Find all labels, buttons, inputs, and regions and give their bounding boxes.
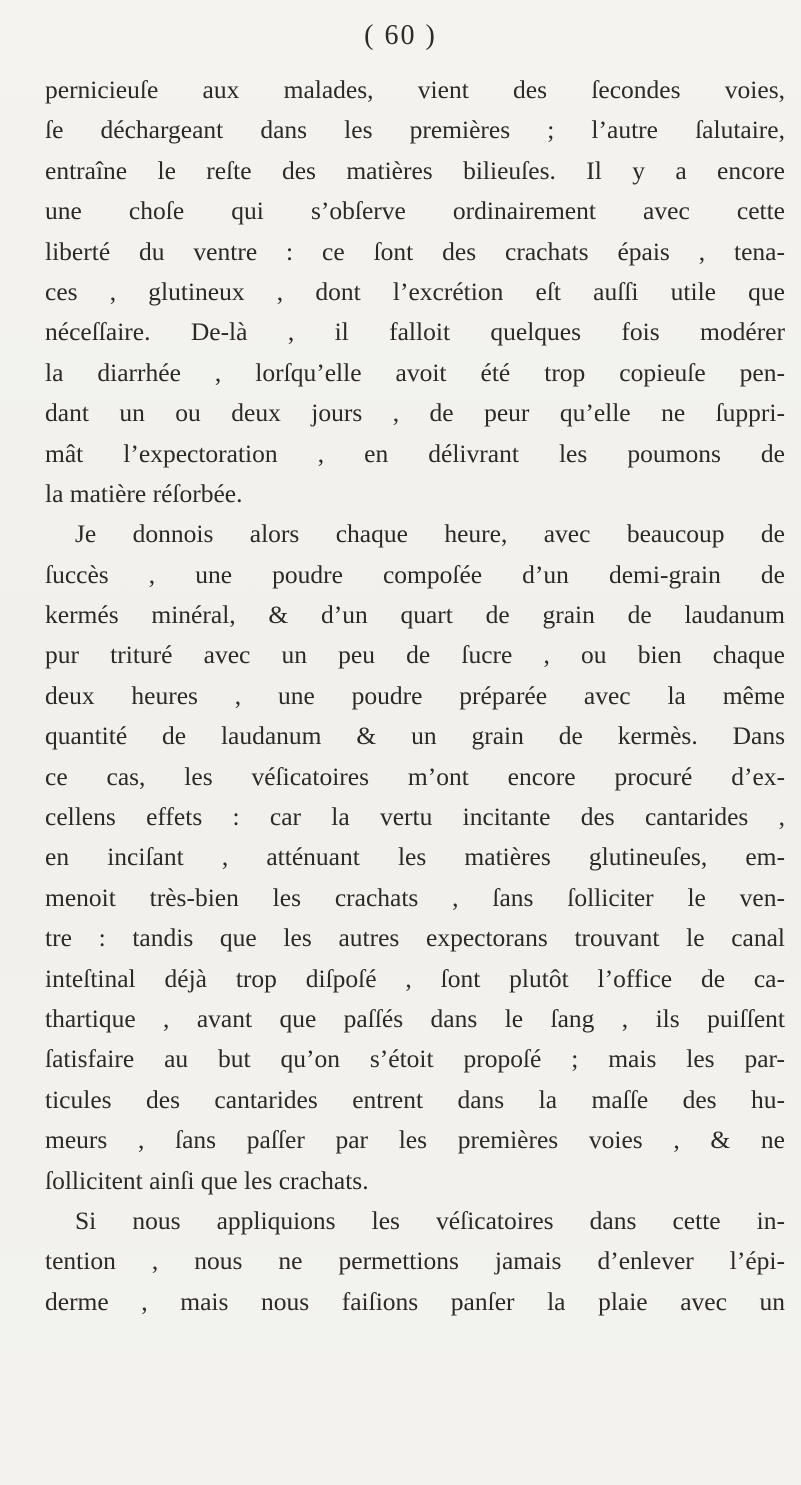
text-line: pernicieuſe aux malades, vient des ſecondes voies, xyxy=(45,75,785,104)
text-line: une choſe qui s’obſerve ordinairement avec cette xyxy=(45,196,785,226)
body-text xyxy=(45,70,785,1322)
text-line: entraîne le reſte des matières bilieuſes. Il y a encore xyxy=(45,155,785,185)
text-line: tention , nous ne permettions jamais d’enlever l’épi- xyxy=(45,1246,785,1276)
text-line: ticules des cantarides entrent dans la maſſe des hu- xyxy=(45,1084,785,1114)
text-line: ce cas, les véſicatoires m’ont encore procuré d’ex- xyxy=(45,761,785,791)
text-line: thartique , avant que paſſés dans le ſang , ils puiſſent xyxy=(45,1003,785,1033)
text-line: dant un ou deux jours , de peur qu’elle ne ſuppri- xyxy=(45,398,785,428)
text-line: inteſtinal déjà trop diſpoſé , ſont plutôt l’office de ca- xyxy=(45,963,785,993)
text-line: néceſſaire. De-là , il falloit quelques fois modérer xyxy=(45,317,785,347)
text-line: pur trituré avec un peu de ſucre , ou bien chaque xyxy=(45,640,785,670)
text-line: ſollicitent ainſi que les crachats. xyxy=(45,1165,369,1195)
text-line: la diarrhée , lorſqu’elle avoit été trop copieuſe pen- xyxy=(45,357,785,387)
text-line: en inciſant , atténuant les matières glutineuſes, em- xyxy=(45,842,785,872)
text-line: Je donnois alors chaque heure, avec beaucoup de xyxy=(75,519,785,549)
text-line: deux heures , une poudre préparée avec la même xyxy=(45,680,785,710)
text-line: la matière réſorbée. xyxy=(45,478,243,508)
text-line: mât l’expectoration , en délivrant les poumons de xyxy=(45,438,785,468)
text-line: ſatisfaire au but qu’on s’étoit propoſé ; mais les par- xyxy=(45,1044,785,1074)
text-line: quantité de laudanum & un grain de kermès. Dans xyxy=(45,721,785,751)
text-line: menoit très-bien les crachats , ſans ſolliciter le ven- xyxy=(45,882,785,912)
text-line: meurs , ſans paſſer par les premières voies , & ne xyxy=(45,1125,785,1155)
text-line: ſe déchargeant dans les premières ; l’autre ſalutaire, xyxy=(45,115,785,145)
page-number: ( 60 ) xyxy=(364,20,437,51)
text-line: tre : tandis que les autres expectorans trouvant le canal xyxy=(45,923,785,953)
text-line: kermés minéral, & d’un quart de grain de laudanum xyxy=(45,600,785,630)
text-line: Si nous appliquions les véſicatoires dans cette in- xyxy=(75,1205,785,1235)
text-line: ſuccès , une poudre compoſée d’un demi-grain de xyxy=(45,559,785,589)
text-line: ces , glutineux , dont l’excrétion eſt auſſi utile que xyxy=(45,276,785,306)
text-line: derme , mais nous faiſions panſer la plaie avec un xyxy=(45,1286,785,1316)
text-line: cellens effets : car la vertu incitante des cantarides , xyxy=(45,802,785,832)
text-line: liberté du ventre : ce ſont des crachats épais , tena- xyxy=(45,236,785,266)
